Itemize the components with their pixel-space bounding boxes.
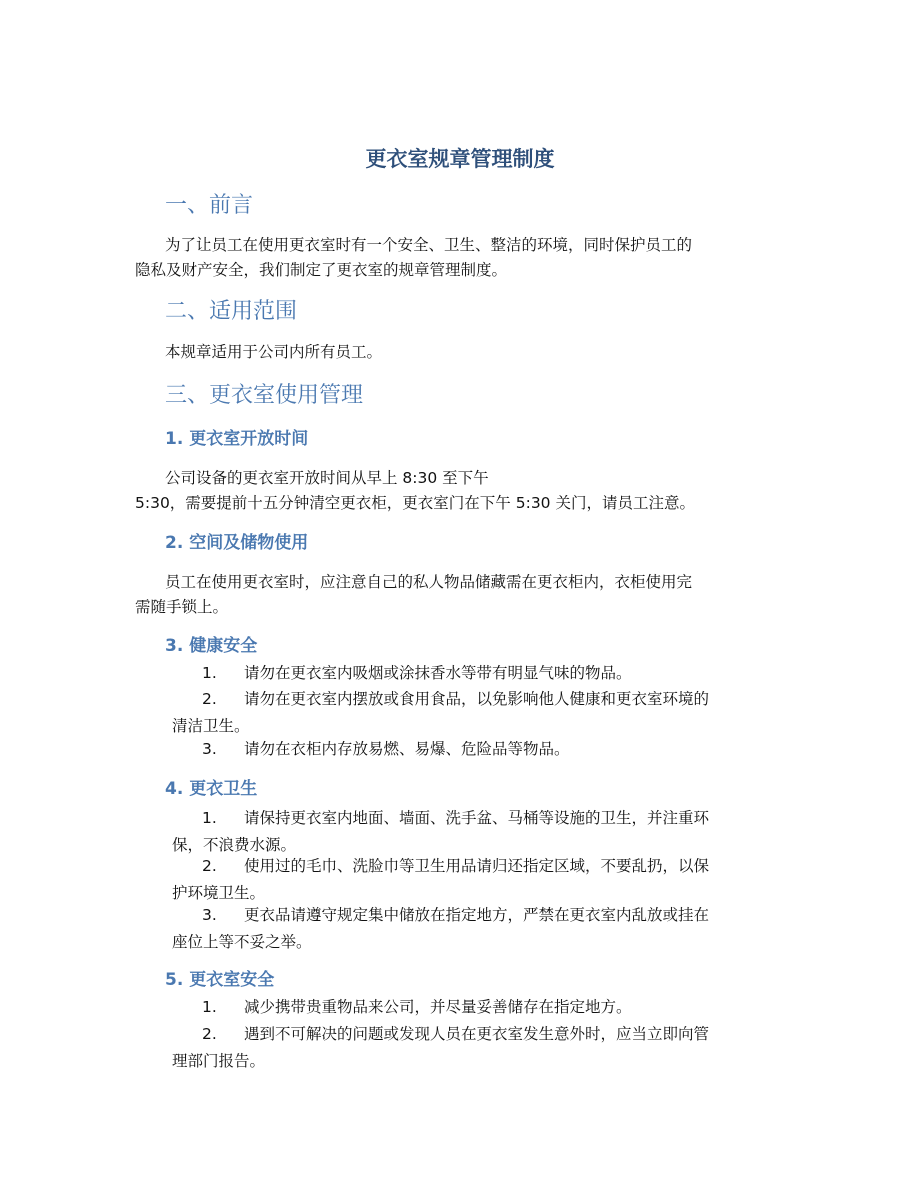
subsection-heading-hours: 1. 更衣室开放时间 — [165, 429, 309, 449]
list-number: 2. — [202, 1025, 217, 1043]
list-text-continued: 保，不浪费水源。 — [172, 836, 297, 854]
list-text-continued: 座位上等不妥之举。 — [172, 933, 312, 951]
list-number: 1. — [202, 664, 217, 682]
list-text-continued: 理部门报告。 — [172, 1052, 266, 1070]
list-number: 2. — [202, 857, 217, 875]
list-number: 2. — [202, 690, 217, 708]
list-text-continued: 护环境卫生。 — [172, 884, 266, 902]
list-number: 3. — [202, 906, 217, 924]
subsection-heading-storage: 2. 空间及储物使用 — [165, 533, 309, 553]
list-number: 1. — [202, 998, 217, 1016]
document-title: 更衣室规章管理制度 — [365, 147, 555, 171]
section-heading-usage: 三、更衣室使用管理 — [165, 383, 364, 408]
hours-paragraph-line1: 公司设备的更衣室开放时间从早上 8:30 至下午 — [165, 469, 489, 487]
storage-paragraph-line1: 员工在使用更衣室时，应注意自己的私人物品储藏需在更衣柜内，衣柜使用完 — [165, 573, 693, 591]
scope-paragraph: 本规章适用于公司内所有员工。 — [165, 343, 383, 361]
subsection-heading-hygiene: 4. 更衣卫生 — [165, 779, 258, 799]
section-heading-preface: 一、前言 — [165, 193, 254, 218]
list-text: 请勿在更衣室内摆放或食用食品，以免影响他人健康和更衣室环境的 — [244, 690, 710, 708]
list-number: 3. — [202, 740, 217, 758]
list-text: 请勿在衣柜内存放易燃、易爆、危险品等物品。 — [244, 740, 570, 758]
list-text: 更衣品请遵守规定集中储放在指定地方，严禁在更衣室内乱放或挂在 — [244, 906, 710, 924]
list-text: 使用过的毛巾、洗脸巾等卫生用品请归还指定区域，不要乱扔，以保 — [244, 857, 710, 875]
hours-paragraph-line2: 5:30，需要提前十五分钟清空更衣柜，更衣室门在下午 5:30 关门，请员工注意。 — [135, 494, 695, 512]
preface-paragraph-line1: 为了让员工在使用更衣室时有一个安全、卫生、整洁的环境，同时保护员工的 — [165, 236, 693, 254]
list-text-continued: 清洁卫生。 — [172, 717, 250, 735]
storage-paragraph-line2: 需随手锁上。 — [135, 598, 229, 616]
list-text: 请勿在更衣室内吸烟或涂抹香水等带有明显气味的物品。 — [244, 664, 632, 682]
list-text: 请保持更衣室内地面、墙面、洗手盆、马桶等设施的卫生，并注重环 — [244, 809, 710, 827]
list-number: 1. — [202, 809, 217, 827]
subsection-heading-security: 5. 更衣室安全 — [165, 970, 275, 990]
section-heading-scope: 二、适用范围 — [165, 299, 298, 324]
list-text: 遇到不可解决的问题或发现人员在更衣室发生意外时，应当立即向管 — [244, 1025, 710, 1043]
list-text: 减少携带贵重物品来公司，并尽量妥善储存在指定地方。 — [244, 998, 632, 1016]
subsection-heading-health: 3. 健康安全 — [165, 636, 258, 656]
preface-paragraph-line2: 隐私及财产安全，我们制定了更衣室的规章管理制度。 — [135, 261, 508, 279]
